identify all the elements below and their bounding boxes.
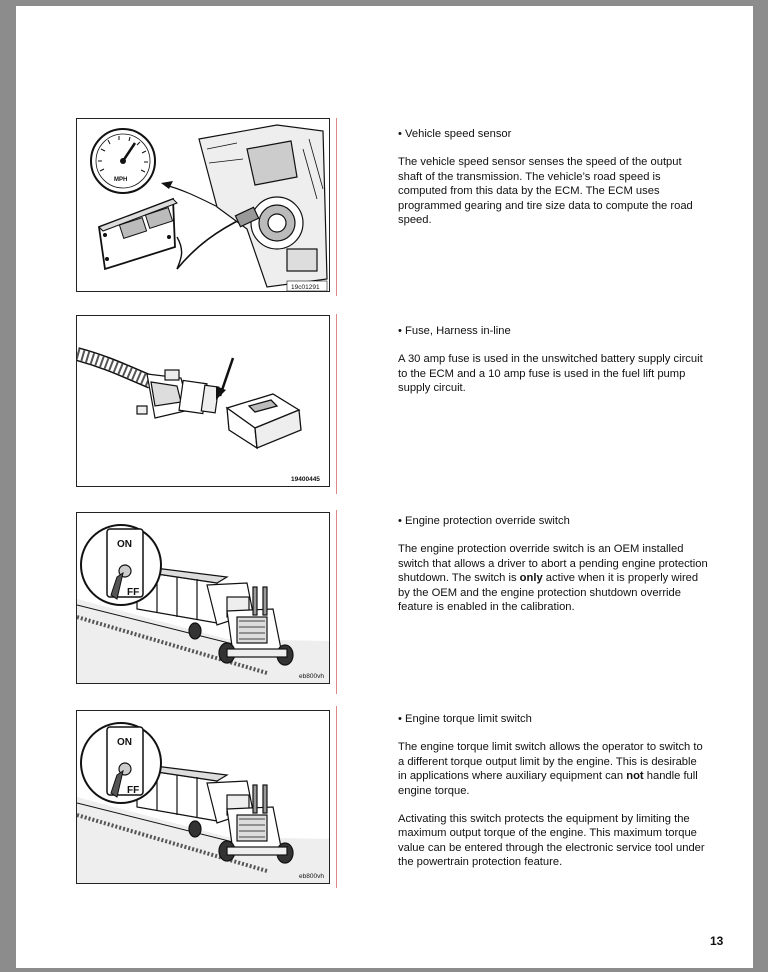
vehicle-speed-sensor-figure	[76, 118, 330, 292]
switch-off-label: FF	[127, 785, 140, 796]
fuse-harness-illustration	[77, 316, 329, 486]
section-title: • Fuse, Harness in-line	[398, 325, 511, 337]
section-body-emphasis: only	[519, 572, 543, 585]
switch-off-label: FF	[127, 587, 140, 598]
figure-code-label: 19c01291	[291, 284, 320, 291]
fuse-harness-section	[398, 324, 708, 396]
fuse-holder-icon	[227, 394, 301, 448]
override-switch-section	[398, 514, 708, 614]
toggle-switch-icon	[81, 525, 161, 605]
vehicle-speed-sensor-illustration	[77, 119, 329, 291]
override-switch-figure	[76, 512, 330, 684]
ecm-module-icon	[99, 199, 177, 269]
vehicle-speed-sensor-section	[398, 127, 708, 227]
torque-limit-switch-section	[398, 712, 708, 870]
page-number: 13	[710, 934, 724, 948]
fuse-harness-figure	[76, 315, 330, 487]
margin-rule	[336, 314, 337, 494]
section-body-text: active when it is properly wired by the OEM and the engine protection shutdown override feature is enabled in the calibration.	[398, 572, 699, 614]
section-body: A 30 amp fuse is used in the unswitched battery supply circuit to the ECM and a 10 amp fuse is used in the fuel lift pump supply circuit.	[398, 353, 703, 395]
override-switch-illustration	[77, 513, 329, 683]
figure-code-label: eb800vh	[299, 673, 324, 680]
section-title: • Engine torque limit switch	[398, 713, 532, 725]
section-body	[398, 740, 708, 798]
harness-connector-icon	[137, 370, 219, 418]
switch-on-label: ON	[117, 539, 132, 550]
manual-page	[16, 6, 753, 968]
section-body-text: handle full engine torque.	[398, 770, 698, 797]
switch-on-label: ON	[117, 737, 132, 748]
figure-code-label: eb800vh	[299, 873, 324, 880]
figure-code-label: 19400445	[291, 476, 320, 483]
section-body-text: The engine protection override switch is an OEM installed switch that allows a driver to abort a pending engine protection shutdown. The switch is	[398, 543, 708, 585]
torque-limit-switch-illustration	[77, 711, 329, 883]
section-body-emphasis: not	[626, 770, 644, 783]
margin-rule	[336, 118, 337, 296]
margin-rule	[336, 706, 337, 888]
section-title: • Engine protection override switch	[398, 515, 570, 527]
section-body-text: The engine torque limit switch allows the operator to switch to a different torque output limit by the engine. This is desirable in applications where auxiliary equipment can	[398, 741, 703, 783]
transmission-icon	[199, 125, 327, 287]
torque-limit-switch-figure	[76, 710, 330, 884]
section-body	[398, 542, 708, 614]
section-title: • Vehicle speed sensor	[398, 128, 512, 140]
margin-rule	[336, 510, 337, 694]
toggle-switch-icon	[81, 723, 161, 803]
section-body: Activating this switch protects the equipment by limiting the maximum output torque of the engine. This maximum torque value can be entered through the electronic service tool under the powertrain protection feature.	[398, 813, 705, 869]
speedometer-mph-label: MPH	[114, 177, 128, 183]
section-body: The vehicle speed sensor senses the speed of the output shaft of the transmission. The vehicle’s road speed is computed from this data by the ECM. The ECM uses programmed gearing and tire size data to compute the road speed.	[398, 156, 693, 227]
